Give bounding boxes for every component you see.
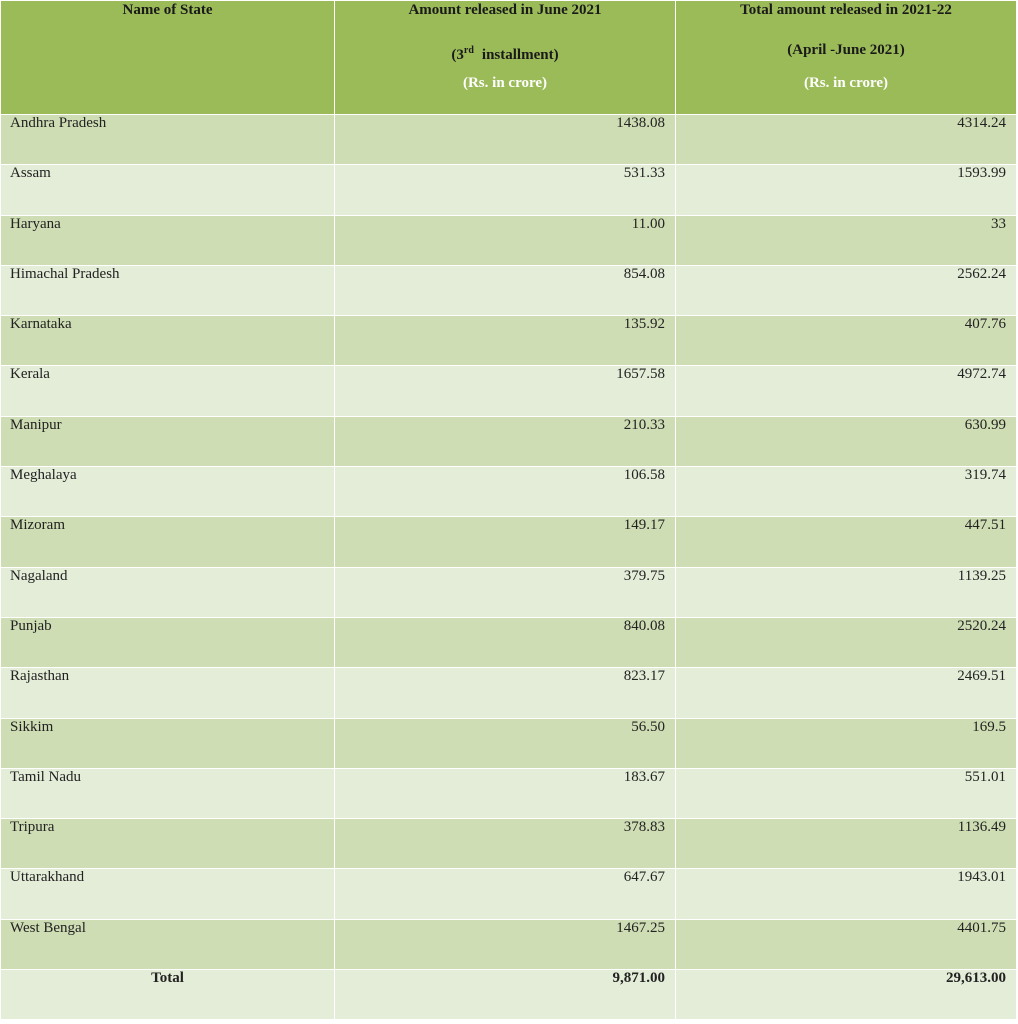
june-amount-cell: 647.67 — [335, 869, 676, 919]
june-amount-cell: 531.33 — [335, 165, 676, 215]
total-amount-cell: 1136.49 — [676, 819, 1017, 869]
header-june-line3: (Rs. in crore) — [462, 75, 547, 91]
total-amount-cell: 4401.75 — [676, 919, 1017, 969]
total-row — [1, 970, 1017, 1020]
state-name-cell: Tamil Nadu — [1, 768, 335, 818]
header-june-amount — [335, 1, 676, 115]
june-amount-cell: 379.75 — [335, 567, 676, 617]
table-row — [1, 316, 1017, 366]
header-june-line2-post: installment) — [481, 47, 559, 63]
total-amount-cell: 1943.01 — [676, 869, 1017, 919]
june-amount-cell: 840.08 — [335, 617, 676, 667]
total-amount-cell: 33 — [676, 215, 1017, 265]
table-row — [1, 869, 1017, 919]
state-name-cell: Assam — [1, 165, 335, 215]
june-amount-cell: 823.17 — [335, 668, 676, 718]
total-amount-cell: 4972.74 — [676, 366, 1017, 416]
state-name-cell: Rajasthan — [1, 668, 335, 718]
june-amount-cell: 378.83 — [335, 819, 676, 869]
june-amount-cell: 56.50 — [335, 718, 676, 768]
state-name-cell: Haryana — [1, 215, 335, 265]
header-row — [1, 1, 1017, 115]
state-name-cell: Karnataka — [1, 316, 335, 366]
table-row — [1, 366, 1017, 416]
total-june-amount: 9,871.00 — [335, 970, 676, 1020]
table-row — [1, 115, 1017, 165]
total-amount-cell: 551.01 — [676, 768, 1017, 818]
state-name-cell: Himachal Pradesh — [1, 265, 335, 315]
total-amount-cell: 169.5 — [676, 718, 1017, 768]
june-amount-cell: 11.00 — [335, 215, 676, 265]
june-amount-cell: 106.58 — [335, 467, 676, 517]
total-amount-cell: 319.74 — [676, 467, 1017, 517]
table-row — [1, 265, 1017, 315]
total-amount-cell: 1593.99 — [676, 165, 1017, 215]
total-amount-cell: 630.99 — [676, 416, 1017, 466]
table-row — [1, 768, 1017, 818]
june-amount-cell: 1467.25 — [335, 919, 676, 969]
header-total-line3: (Rs. in crore) — [803, 75, 888, 91]
total-amount-cell: 2562.24 — [676, 265, 1017, 315]
state-name-cell: Mizoram — [1, 517, 335, 567]
header-state-label: Name of State — [122, 2, 213, 18]
table-row — [1, 467, 1017, 517]
table-row — [1, 567, 1017, 617]
table-row — [1, 919, 1017, 969]
state-name-cell: Meghalaya — [1, 467, 335, 517]
total-amount-cell: 2520.24 — [676, 617, 1017, 667]
table-body — [1, 115, 1017, 1020]
june-amount-cell: 183.67 — [335, 768, 676, 818]
table-row — [1, 718, 1017, 768]
june-amount-cell: 135.92 — [335, 316, 676, 366]
header-june-line2-pre: (3 — [451, 47, 464, 63]
june-amount-cell: 1657.58 — [335, 366, 676, 416]
header-june-line2 — [335, 34, 675, 67]
table-row — [1, 819, 1017, 869]
header-june-line2-sup: rd — [463, 45, 474, 56]
state-name-cell: Uttarakhand — [1, 869, 335, 919]
table-row — [1, 165, 1017, 215]
june-amount-cell: 210.33 — [335, 416, 676, 466]
state-name-cell: Manipur — [1, 416, 335, 466]
header-total-amount — [676, 1, 1017, 115]
table-row — [1, 215, 1017, 265]
table-row — [1, 668, 1017, 718]
total-amount-cell: 447.51 — [676, 517, 1017, 567]
table-row — [1, 617, 1017, 667]
header-state — [1, 1, 335, 115]
total-amount-cell: 407.76 — [676, 316, 1017, 366]
state-name-cell: Nagaland — [1, 567, 335, 617]
state-name-cell: Andhra Pradesh — [1, 115, 335, 165]
header-total-line1: Total amount released in 2021-22 — [740, 2, 952, 18]
table-row — [1, 416, 1017, 466]
total-amount-cell: 4314.24 — [676, 115, 1017, 165]
total-amount-cell: 2469.51 — [676, 668, 1017, 718]
state-name-cell: Sikkim — [1, 718, 335, 768]
header-june-line1: Amount released in June 2021 — [408, 2, 602, 18]
total-label: Total — [1, 970, 335, 1020]
state-name-cell: Punjab — [1, 617, 335, 667]
june-amount-cell: 149.17 — [335, 517, 676, 567]
june-amount-cell: 854.08 — [335, 265, 676, 315]
total-amount-cell: 1139.25 — [676, 567, 1017, 617]
june-amount-cell: 1438.08 — [335, 115, 676, 165]
total-overall-amount: 29,613.00 — [676, 970, 1017, 1020]
state-name-cell: Tripura — [1, 819, 335, 869]
table-row — [1, 517, 1017, 567]
state-name-cell: West Bengal — [1, 919, 335, 969]
header-total-line2: (April -June 2021) — [787, 42, 905, 58]
state-name-cell: Kerala — [1, 366, 335, 416]
